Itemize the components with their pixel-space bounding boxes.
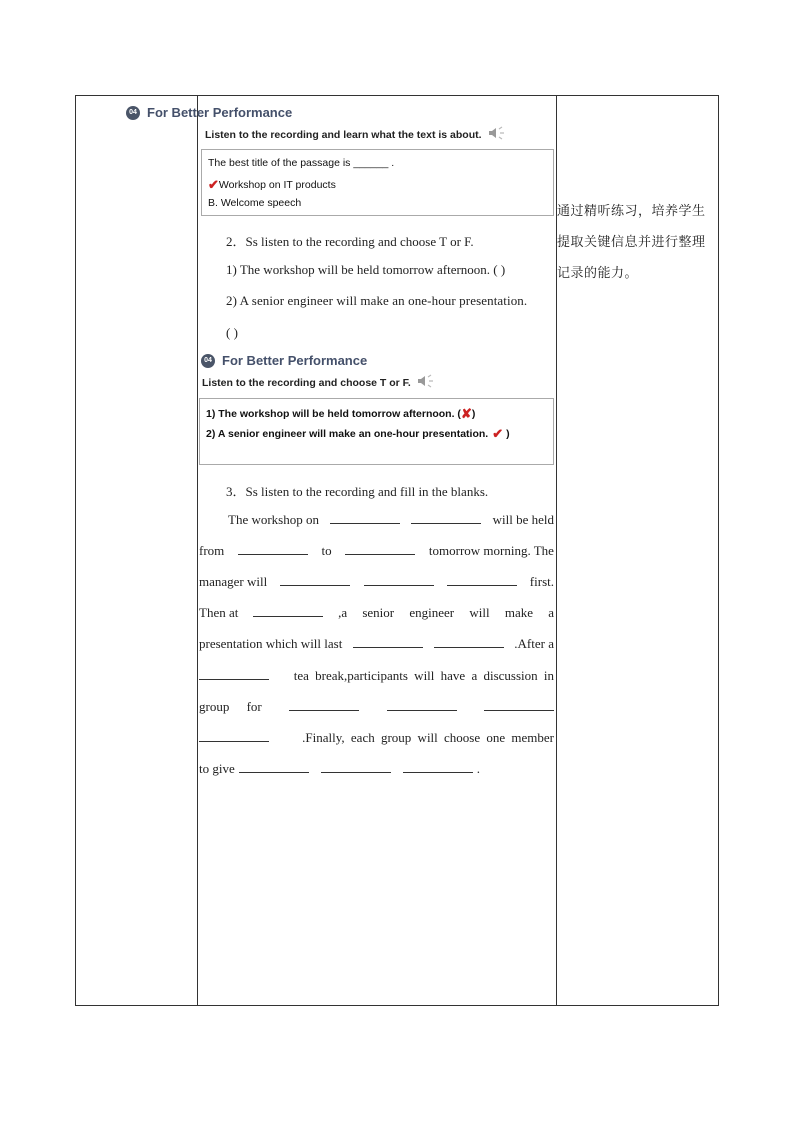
- teaching-note-line: 通过精听练习，培养学生: [557, 204, 706, 219]
- speaker-icon[interactable]: [488, 126, 506, 143]
- blank[interactable]: [387, 700, 457, 711]
- blank[interactable]: [239, 762, 309, 773]
- check-icon: ✔: [208, 177, 219, 192]
- fill-text: .Finally, each group will choose one member: [302, 730, 554, 745]
- blank[interactable]: [345, 544, 415, 555]
- step3-intro: 3．Ss listen to the recording and fill in the blanks.: [226, 484, 489, 499]
- fill-text: presentation which will last: [199, 636, 343, 651]
- blank[interactable]: [434, 637, 504, 648]
- step2-q2-paren: ( ): [226, 325, 238, 340]
- instruction-text: Listen to the recording and choose T or F.: [202, 376, 411, 389]
- fill-line-7: [199, 699, 554, 715]
- fill-text: first.: [529, 574, 554, 589]
- column-divider: [197, 96, 198, 1005]
- fill-line-4: [199, 605, 554, 621]
- fill-text: tomorrow morning. The: [428, 543, 554, 558]
- fill-line-5: [199, 636, 554, 652]
- blank[interactable]: [364, 575, 434, 586]
- fill-text: The workshop on: [228, 512, 319, 527]
- instruction-text: Listen to the recording and learn what the text is about.: [205, 128, 482, 141]
- statement-1: [206, 406, 475, 422]
- blank[interactable]: [330, 513, 400, 524]
- blank[interactable]: [289, 700, 359, 711]
- slide1-question-box: [201, 149, 554, 216]
- blank[interactable]: [253, 606, 323, 617]
- fill-text: tea break,participants will have a discussion in: [293, 668, 554, 683]
- fill-text: to give: [199, 761, 235, 776]
- statement-2-text: 2) A senior engineer will make an one-hour presentation.: [206, 428, 489, 440]
- option-a-text: Workshop on IT products: [218, 179, 336, 191]
- fill-line-3: [199, 574, 554, 590]
- fill-text: .After a: [514, 636, 554, 651]
- fill-text: group for: [199, 699, 262, 714]
- fill-text: manager will: [199, 574, 268, 589]
- paren-close: ): [471, 408, 476, 420]
- fill-text: will be held: [492, 512, 554, 527]
- slide2-header: [201, 353, 367, 368]
- slide-title: For Better Performance: [147, 105, 293, 120]
- step2-q1: 1) The workshop will be held tomorrow afternoon. ( ): [226, 262, 506, 277]
- statement-2: [206, 426, 510, 442]
- cross-icon: ✘: [460, 406, 472, 421]
- blank[interactable]: [447, 575, 517, 586]
- step2-q2: 2) A senior engineer will make an one-hour presentation.: [226, 293, 528, 308]
- option-a: [208, 177, 336, 193]
- slide2-instruction: [202, 374, 435, 391]
- paren-close: ): [506, 428, 510, 440]
- check-icon: ✔: [492, 426, 504, 441]
- fill-text: Then at: [199, 605, 239, 620]
- fill-text: ,a senior engineer will make a: [338, 605, 554, 620]
- statement-1-text: 1) The workshop will be held tomorrow afternoon. (: [206, 408, 461, 420]
- slide-badge: 04: [126, 106, 140, 120]
- slide1-header: [126, 105, 292, 120]
- slide1-instruction: [205, 126, 506, 143]
- fill-text: .: [476, 761, 480, 776]
- fill-text: from: [199, 543, 225, 558]
- slide2-answer-box: [199, 398, 554, 465]
- slide-badge: 04: [201, 354, 215, 368]
- speaker-icon[interactable]: [417, 374, 435, 391]
- teaching-note-line: 记录的能力。: [557, 266, 639, 281]
- teaching-note-line: 提取关键信息并进行整理: [557, 235, 706, 250]
- step2-intro: 2．Ss listen to the recording and choose T or F.: [226, 234, 474, 249]
- fill-line-8: [199, 730, 554, 746]
- blank[interactable]: [353, 637, 423, 648]
- fill-text: to: [321, 543, 332, 558]
- blank[interactable]: [403, 762, 473, 773]
- blank[interactable]: [199, 731, 269, 742]
- fill-line-2: [199, 543, 554, 559]
- blank[interactable]: [199, 669, 269, 680]
- fill-line-6: [199, 668, 554, 684]
- slide-title: For Better Performance: [222, 353, 368, 368]
- option-b: B. Welcome speech: [208, 197, 302, 209]
- blank[interactable]: [484, 700, 554, 711]
- question-text: The best title of the passage is ______ .: [208, 157, 395, 169]
- fill-line-1: [228, 512, 554, 528]
- fill-line-9: [199, 761, 489, 777]
- blank[interactable]: [321, 762, 391, 773]
- blank[interactable]: [238, 544, 308, 555]
- blank[interactable]: [280, 575, 350, 586]
- blank[interactable]: [411, 513, 481, 524]
